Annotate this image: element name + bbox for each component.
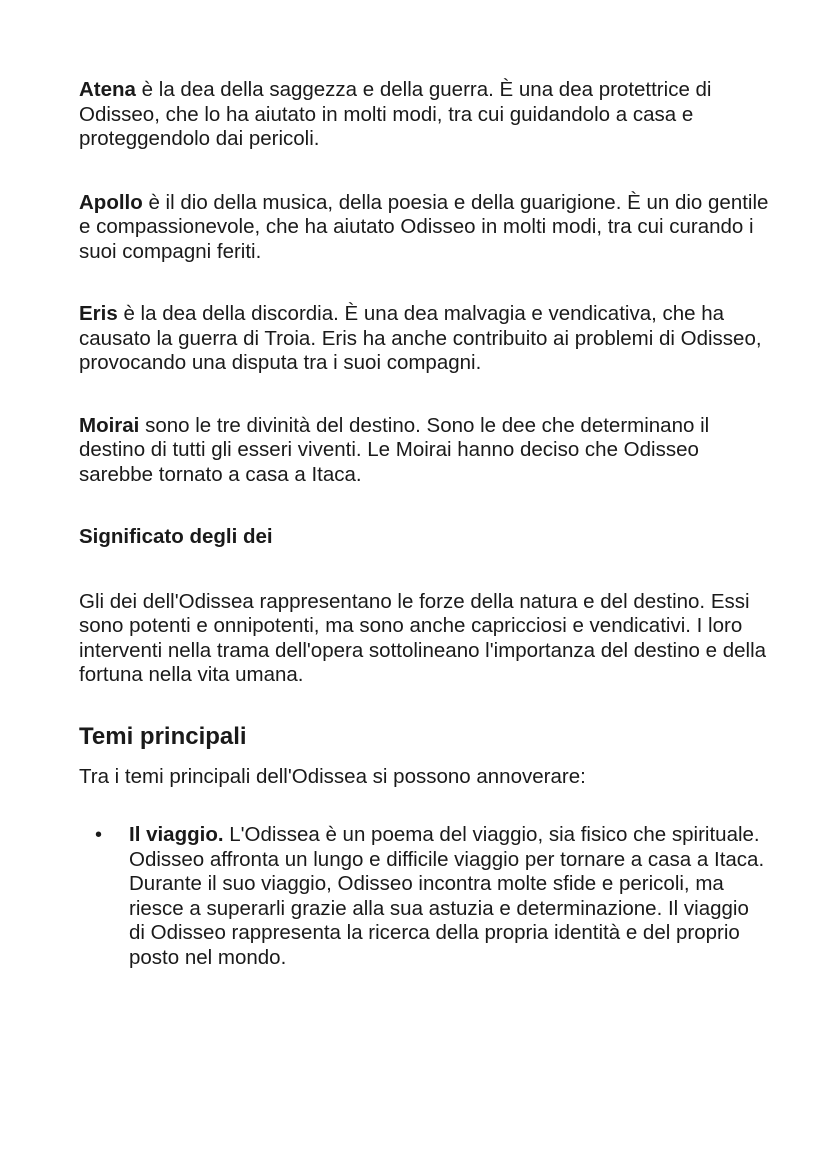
term-apollo: Apollo	[79, 190, 143, 214]
paragraph-atena	[79, 78, 769, 152]
description-eris: è la dea della discordia. È una dea malvagia e vendicativa, che ha causato la guerra di Troia. Eris ha anche contribuito ai problemi di Odisseo, provocando una disputa tra i suoi compagni.	[79, 302, 762, 374]
paragraph-eris	[79, 302, 769, 376]
description-viaggio: L'Odissea è un poema del viaggio, sia fisico che spirituale. Odisseo affronta un lungo e difficile viaggio per tornare a casa a Itaca. Durante il suo viaggio, Odisseo incontra molte sfide e pericoli, ma riesce a superarli grazie alla sua astuzia e determinazione. Il viaggio di Odisseo rappresenta la ricerca della propria identità e del proprio posto nel mondo.	[129, 823, 765, 969]
paragraph-significato: Gli dei dell'Odissea rappresentano le forze della natura e del destino. Essi sono potenti e onnipotenti, ma sono anche capricciosi e vendicativi. I loro interventi nella trama dell'opera sottolineano l'importanza del destino e della fortuna nella vita umana.	[79, 589, 767, 686]
term-viaggio: Il viaggio.	[129, 823, 224, 846]
list-item-viaggio	[79, 823, 769, 970]
term-eris: Eris	[79, 302, 118, 325]
term-moirai: Moirai	[79, 413, 140, 437]
temi-intro: Tra i temi principali dell'Odissea si possono annoverare:	[79, 764, 586, 788]
paragraph-moirai	[79, 414, 769, 488]
subheading-significato: Significato degli dei	[79, 525, 273, 548]
section-heading-temi: Temi principali	[79, 722, 247, 750]
description-atena: è la dea della saggezza e della guerra. È una dea protettrice di Odisseo, che lo ha aiutato in molti modi, tra cui guidandolo a casa e proteggendolo dai pericoli.	[79, 78, 712, 150]
paragraph-apollo	[79, 191, 769, 265]
term-atena: Atena	[79, 78, 136, 101]
description-apollo: è il dio della musica, della poesia e della guarigione. È un dio gentile e compassionevole, che ha aiutato Odisseo in molti modi, tra cui curando i suoi compagni feriti.	[79, 190, 769, 263]
temi-list	[79, 823, 769, 970]
bullet-icon: •	[95, 824, 103, 846]
document-page	[79, 78, 769, 970]
description-moirai: sono le tre divinità del destino. Sono le dee che determinano il destino di tutti gli esseri viventi. Le Moirai hanno deciso che Odisseo sarebbe tornato a casa a Itaca.	[79, 413, 710, 486]
